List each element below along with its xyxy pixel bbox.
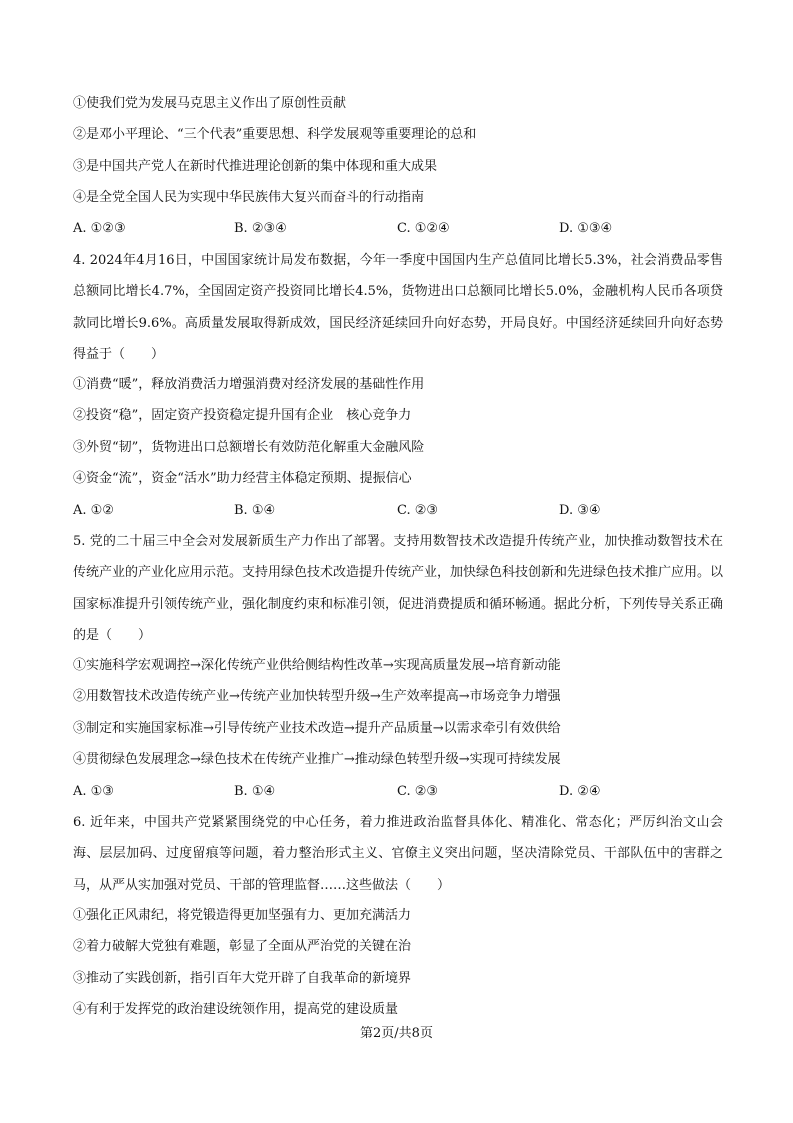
- q5-item-4: ④贯彻绿色发展理念→绿色技术在传统产业推广→推动绿色转型升级→实现可持续发展: [73, 752, 561, 767]
- q3-item-1: ①使我们党为发展马克思主义作出了原创性贡献: [73, 96, 347, 111]
- q4-options: [73, 502, 723, 520]
- q5-item-1: ①实施科学宏观调控→深化传统产业供给侧结构性改革→实现高质量发展→培育新动能: [73, 658, 561, 673]
- q4-option-b: B. ①④: [234, 503, 276, 518]
- q4-option-c: C. ②③: [397, 503, 439, 518]
- q3-item-3: ③是中国共产党人在新时代推进理论创新的集中体现和重大成果: [73, 159, 438, 174]
- q5-option-c: C. ②③: [397, 784, 439, 799]
- q3-item-4: ④是全党全国人民为实现中华民族伟大复兴而奋斗的行动指南: [73, 190, 425, 205]
- q5-option-b: B. ①④: [234, 784, 276, 799]
- q6-item-3: ③推动了实践创新，指引百年大党开辟了自我革命的新境界: [73, 971, 412, 986]
- q5-option-d: D. ②④: [559, 784, 601, 799]
- q3-item-2: ②是邓小平理论、“三个代表”重要思想、科学发展观等重要理论的总和: [73, 127, 477, 142]
- q3-option-b: B. ②③④: [234, 221, 287, 236]
- q6-item-1: ①强化正风肃纪，将党锻造得更加坚强有力、更加充满活力: [73, 908, 412, 923]
- q4-item-2: ②投资“稳”，固定资产投资稳定提升国有企业 核心竞争力: [73, 408, 412, 423]
- q5-options: [73, 783, 723, 801]
- q6-item-4: ④有利于发挥党的政治建设统领作用，提高党的建设质量: [73, 1002, 399, 1017]
- q4-item-4: ④资金“流”，资金“活水”助力经营主体稳定预期、提振信心: [73, 471, 412, 486]
- page-number-footer: 第2页/共8页: [360, 1026, 433, 1041]
- q4-item-3: ③外贸“韧”，货物进出口总额增长有效防范化解重大金融风险: [73, 440, 425, 455]
- q4-option-a: A. ①②: [73, 503, 114, 518]
- q3-option-a: A. ①②③: [73, 221, 126, 236]
- q5-stem: 5. 党的二十届三中全会对发展新质生产力作出了部署。支持用数智技术改造提升传统产业，加快推动数智技术在传统产业的产业化应用示范。支持用绿色技术改造提升传统产业，加快绿色科技创新和先进绿色技术推广应用。以国家标准提升引领传统产业，强化制度约束和标准引领，促进消费提质和循环畅通。据此分析，下列传导关系正确的是（ ）: [73, 534, 724, 643]
- q5-option-a: A. ①③: [73, 784, 114, 799]
- q3-option-c: C. ①②④: [397, 221, 450, 236]
- q3-option-d: D. ①③④: [559, 221, 613, 236]
- q6-item-2: ②着力破解大党独有难题，彰显了全面从严治党的关键在治: [73, 939, 412, 954]
- q4-option-d: D. ③④: [559, 503, 601, 518]
- q6-stem: 6. 近年来，中国共产党紧紧围绕党的中心任务，着力推进政治监督具体化、精准化、常态化；严厉纠治文山会海、层层加码、过度留痕等问题，着力整治形式主义、官僚主义突出问题，坚决清除党员、干部队伍中的害群之马，从严从实加强对党员、干部的管理监督……这些做法（ ）: [73, 815, 723, 893]
- q4-item-1: ①消费“暖”，释放消费活力增强消费对经济发展的基础性作用: [73, 377, 425, 392]
- q5-item-3: ③制定和实施国家标准→引导传统产业技术改造→提升产品质量→以需求牵引有效供给: [73, 721, 561, 736]
- q5-item-2: ②用数智技术改造传统产业→传统产业加快转型升级→生产效率提高→市场竞争力增强: [73, 689, 561, 704]
- q4-stem: 4. 2024年4月16日，中国国家统计局发布数据，今年一季度中国国内生产总值同比增长5.3%，社会消费品零售总额同比增长4.7%，全国固定资产投资同比增长4.5%，货物进出口总额同比增长5.0%，金融机构人民币各项贷款同比增长9.6%。高质量发展取得新成效，国民经济延续回升向好态势，开局良好。中国经济延续回升向好态势得益于（ ）: [73, 253, 723, 362]
- q3-options: [73, 220, 723, 238]
